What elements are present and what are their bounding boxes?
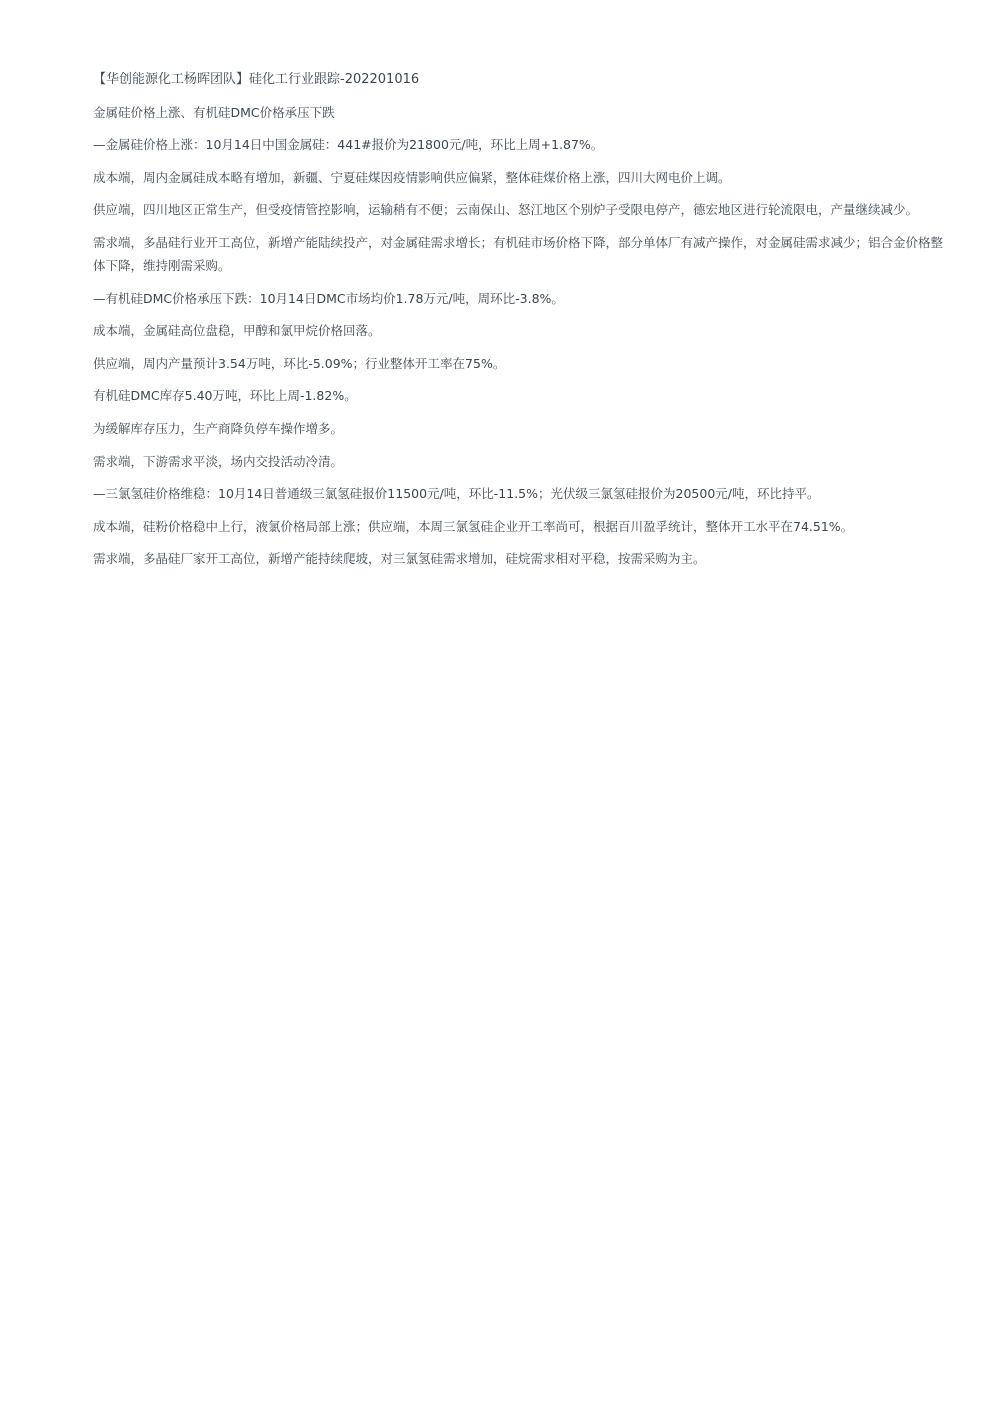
dmc-inventory-note: 为缓解库存压力，生产商降负停车操作增多。 [93,420,344,436]
dmc-price: —有机硅DMC价格承压下跌：10月14日DMC市场均价1.78万元/吨，周环比-3.8%。 [93,290,564,306]
headline: 金属硅价格上涨、有机硅DMC价格承压下跌 [93,104,335,120]
dmc-supply: 供应端，周内产量预计3.54万吨，环比-5.09%；行业整体开工率在75%。 [93,355,506,371]
trichlorosilane-demand: 需求端，多晶硅厂家开工高位，新增产能持续爬坡，对三氯氢硅需求增加，硅烷需求相对平稳，按需采购为主。 [93,551,706,567]
metal-silicon-cost: 成本端，周内金属硅成本略有增加，新疆、宁夏硅煤因疫情影响供应偏紧，整体硅煤价格上涨，四川大网电价上调。 [93,169,731,185]
metal-silicon-price: —金属硅价格上涨：10月14日中国金属硅：441#报价为21800元/吨，环比上周+1.87%。 [93,137,604,153]
trichlorosilane-cost-supply: 成本端，硅粉价格稳中上行，液氯价格局部上涨；供应端，本周三氯氢硅企业开工率尚可，根据百川盈孚统计，整体开工水平在74.51%。 [93,518,854,534]
dmc-inventory: 有机硅DMC库存5.40万吨，环比上周-1.82%。 [93,388,357,404]
document-title: 【华创能源化工杨晖团队】硅化工行业跟踪-202201016 [93,72,420,87]
dmc-cost: 成本端，金属硅高位盘稳，甲醇和氯甲烷价格回落。 [93,323,381,339]
dmc-demand: 需求端，下游需求平淡，场内交投活动冷清。 [93,453,344,469]
metal-silicon-demand: 需求端，多晶硅行业开工高位，新增产能陆续投产，对金属硅需求增长；有机硅市场价格下降，部分单体厂有减产操作，对金属硅需求减少；铝合金价格整体下降，维持刚需采购。 [93,234,944,273]
metal-silicon-supply: 供应端，四川地区正常生产，但受疫情管控影响，运输稍有不便；云南保山、怒江地区个别炉子受限电停产，德宏地区进行轮流限电，产量继续减少。 [93,202,919,218]
trichlorosilane-price: —三氯氢硅价格维稳：10月14日普通级三氯氢硅报价11500元/吨，环比-11.5%；光伏级三氯氢硅报价为20500元/吨，环比持平。 [93,486,820,502]
document-body [93,68,945,580]
